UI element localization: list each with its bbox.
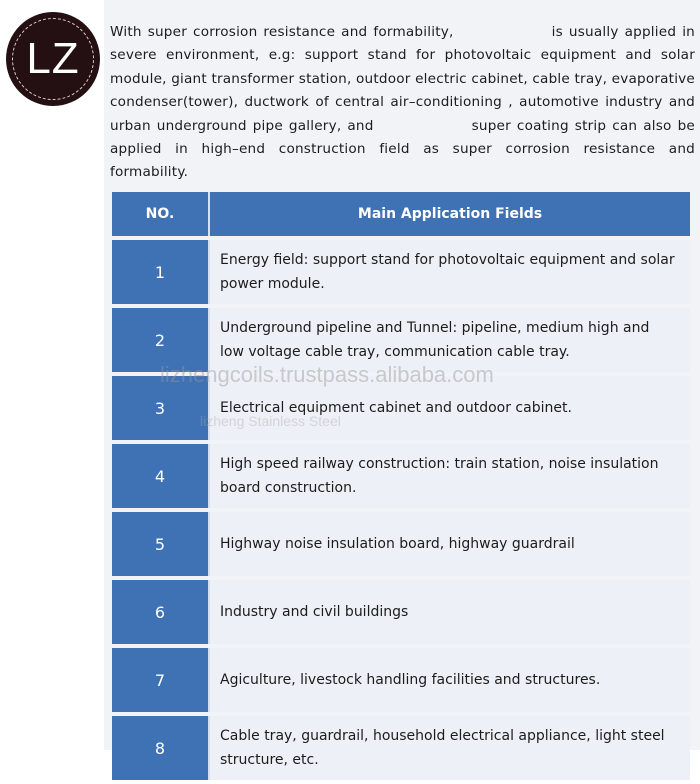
row-number: 8	[112, 716, 210, 780]
table-header-row	[112, 192, 690, 236]
row-number: 1	[112, 240, 210, 304]
table-row	[112, 580, 690, 644]
row-field: Agiculture, livestock handling facilities and structures.	[210, 648, 690, 712]
row-field: Highway noise insulation board, highway guardrail	[210, 512, 690, 576]
table-row	[112, 240, 690, 304]
intro-text-part2: is usually applied in severe environment, e.g: support stand for photovoltaic equipment and solar module, giant transformer station, outdoor electric cabinet, cable tray, evaporative condenser(tower), ductwork of central air–conditioning , automotive industry and urban underground pipe gallery, and	[110, 24, 695, 134]
row-number: 7	[112, 648, 210, 712]
watermark-site: lizhengcoils.trustpass.alibaba.com	[160, 362, 494, 387]
table-row	[112, 444, 690, 508]
row-field: Cable tray, guardrail, household electrical appliance, light steel structure, etc.	[210, 716, 690, 780]
row-field: High speed railway construction: train station, noise insulation board construction.	[210, 444, 690, 508]
application-fields-table	[112, 188, 690, 784]
table-row	[112, 512, 690, 576]
intro-paragraph	[110, 21, 695, 185]
table-row	[112, 648, 690, 712]
row-number: 6	[112, 580, 210, 644]
logo-text: LZ	[26, 34, 80, 83]
header-field: Main Application Fields	[210, 192, 690, 236]
row-field: Industry and civil buildings	[210, 580, 690, 644]
header-no: NO.	[112, 192, 210, 236]
watermark-company: lizheng Stainless Steel	[200, 413, 341, 429]
row-number: 5	[112, 512, 210, 576]
row-field: Underground pipeline and Tunnel: pipeline, medium high and low voltage cable tray, communication cable tray.	[210, 308, 690, 372]
table-row	[112, 716, 690, 780]
row-field: Energy field: support stand for photovoltaic equipment and solar power module.	[210, 240, 690, 304]
row-number: 3	[112, 376, 210, 440]
company-logo	[6, 12, 100, 106]
row-field: Electrical equipment cabinet and outdoor cabinet.	[210, 376, 690, 440]
intro-text-part1: With super corrosion resistance and formability,	[110, 24, 454, 40]
row-number: 4	[112, 444, 210, 508]
row-number: 2	[112, 308, 210, 372]
intro-text-part3: super coating strip can also be applied in high–end construction field as super corrosion resistance and formability.	[110, 117, 695, 181]
